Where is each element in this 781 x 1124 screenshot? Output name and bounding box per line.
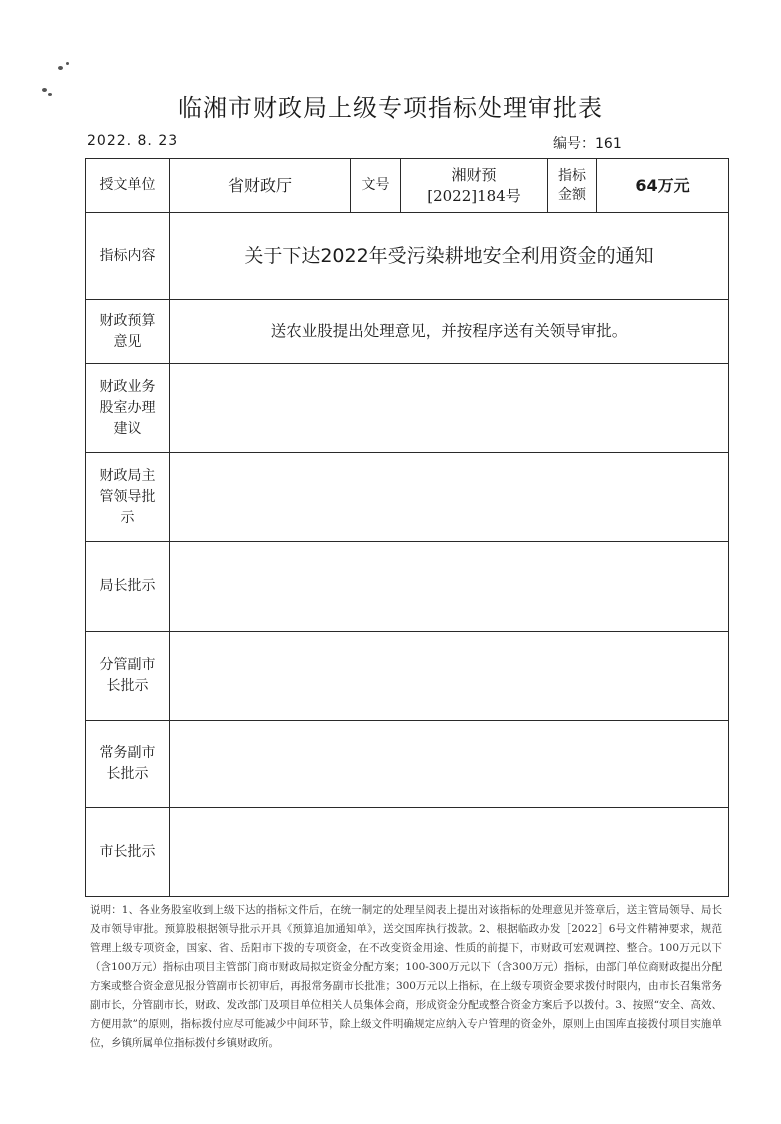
leader-label-line1: 财政局主 [99,467,156,484]
deputy-mayor-label [86,632,170,721]
amount-value: 64万元 [597,159,729,213]
deputy-mayor-row [86,632,729,721]
doc-no-label: 文号 [351,159,401,213]
mayor-instruction[interactable] [170,808,729,897]
issuer-row [86,159,729,213]
leader-instruction[interactable] [170,453,729,542]
doc-no-line2: [2022]184号 [427,186,521,205]
approval-table [85,158,729,897]
amount-label-line2: 金额 [558,186,586,203]
mayor-label: 市长批示 [86,808,170,897]
business-label-line2: 股室办理 [99,399,156,416]
leader-row [86,453,729,542]
deputy-mayor-label-line1: 分管副市 [99,657,156,673]
budget-row [86,300,729,364]
doc-no-value [401,159,548,213]
content-value: 关于下达2022年受污染耕地安全利用资金的通知 [170,213,729,300]
issuer-label: 授文单位 [86,159,170,213]
business-label [86,364,170,453]
leader-label-line2: 管领导批 [99,488,156,505]
deputy-mayor-instruction[interactable] [170,632,729,721]
exec-deputy-mayor-label [86,721,170,808]
director-row [86,542,729,632]
budget-opinion: 送农业股提出处理意见，并按程序送有关领导审批。 [170,300,729,364]
serial-number: 编号：161 [553,136,622,152]
exec-deputy-mayor-label-line2: 长批示 [106,766,149,782]
amount-label [548,159,597,213]
budget-label-line2: 意见 [113,333,142,350]
business-suggestion[interactable] [170,364,729,453]
budget-label [86,300,170,364]
leader-label [86,453,170,542]
business-label-line1: 财政业务 [99,378,156,395]
exec-deputy-mayor-instruction[interactable] [170,721,729,808]
mayor-row [86,808,729,897]
business-row [86,364,729,453]
scan-speck [66,62,69,65]
form-date: 2022. 8. 23 [87,133,179,149]
notes-paragraph: 说明：1、各业务股室收到上级下达的指标文件后，在统一制定的处理呈阅表上提出对该指标的处理意见并签章后，送主管局领导、局长及市领导审批。预算股根据领导批示开具《预算追加通知单》，送交国库执行拨款。2、根据临政办发［2022］6号文件精神要求，规范管理上级专项资金，国家、省、岳阳市下拨的专项资金，在不改变资金用途、性质的前提下，市财政可宏观调控、整合。100万元以下（含100万元）指标由项目主管部门商市财政局拟定资金分配方案；100-300万元以下（含300万元）指标，由部门单位商财政提出分配方案或整合资金意见报分管副市长初审后，再报常务副市长批准；300万元以上指标，在上级专项资金要求拨付时限内，由市长召集常务副市长，分管副市长，财政、发改部门及项目单位相关人员集体会商，形成资金分配或整合资金方案后予以拨付。3、按照“安全、高效、方便用款”的原则，指标拨付应尽可能减少中间环节，除上级文件明确规定应纳入专户管理的资金外，原则上由国库直接拨付项目实施单位，乡镇所属单位指标拨付乡镇财政所。 [90,904,722,1049]
business-label-line3: 建议 [113,420,142,437]
director-instruction[interactable] [170,542,729,632]
director-label: 局长批示 [86,542,170,632]
issuer-value: 省财政厅 [170,159,351,213]
content-row [86,213,729,300]
doc-no-line1: 湘财预 [451,166,497,185]
deputy-mayor-label-line2: 长批示 [106,678,149,694]
exec-deputy-mayor-row [86,721,729,808]
content-label: 指标内容 [86,213,170,300]
leader-label-line3: 示 [120,509,135,526]
exec-deputy-mayor-label-line1: 常务副市 [99,745,156,761]
form-title: 临湘市财政局上级专项指标处理审批表 [178,94,603,122]
budget-label-line1: 财政预算 [99,312,156,329]
scan-speck [58,66,63,70]
amount-label-line1: 指标 [558,168,586,185]
